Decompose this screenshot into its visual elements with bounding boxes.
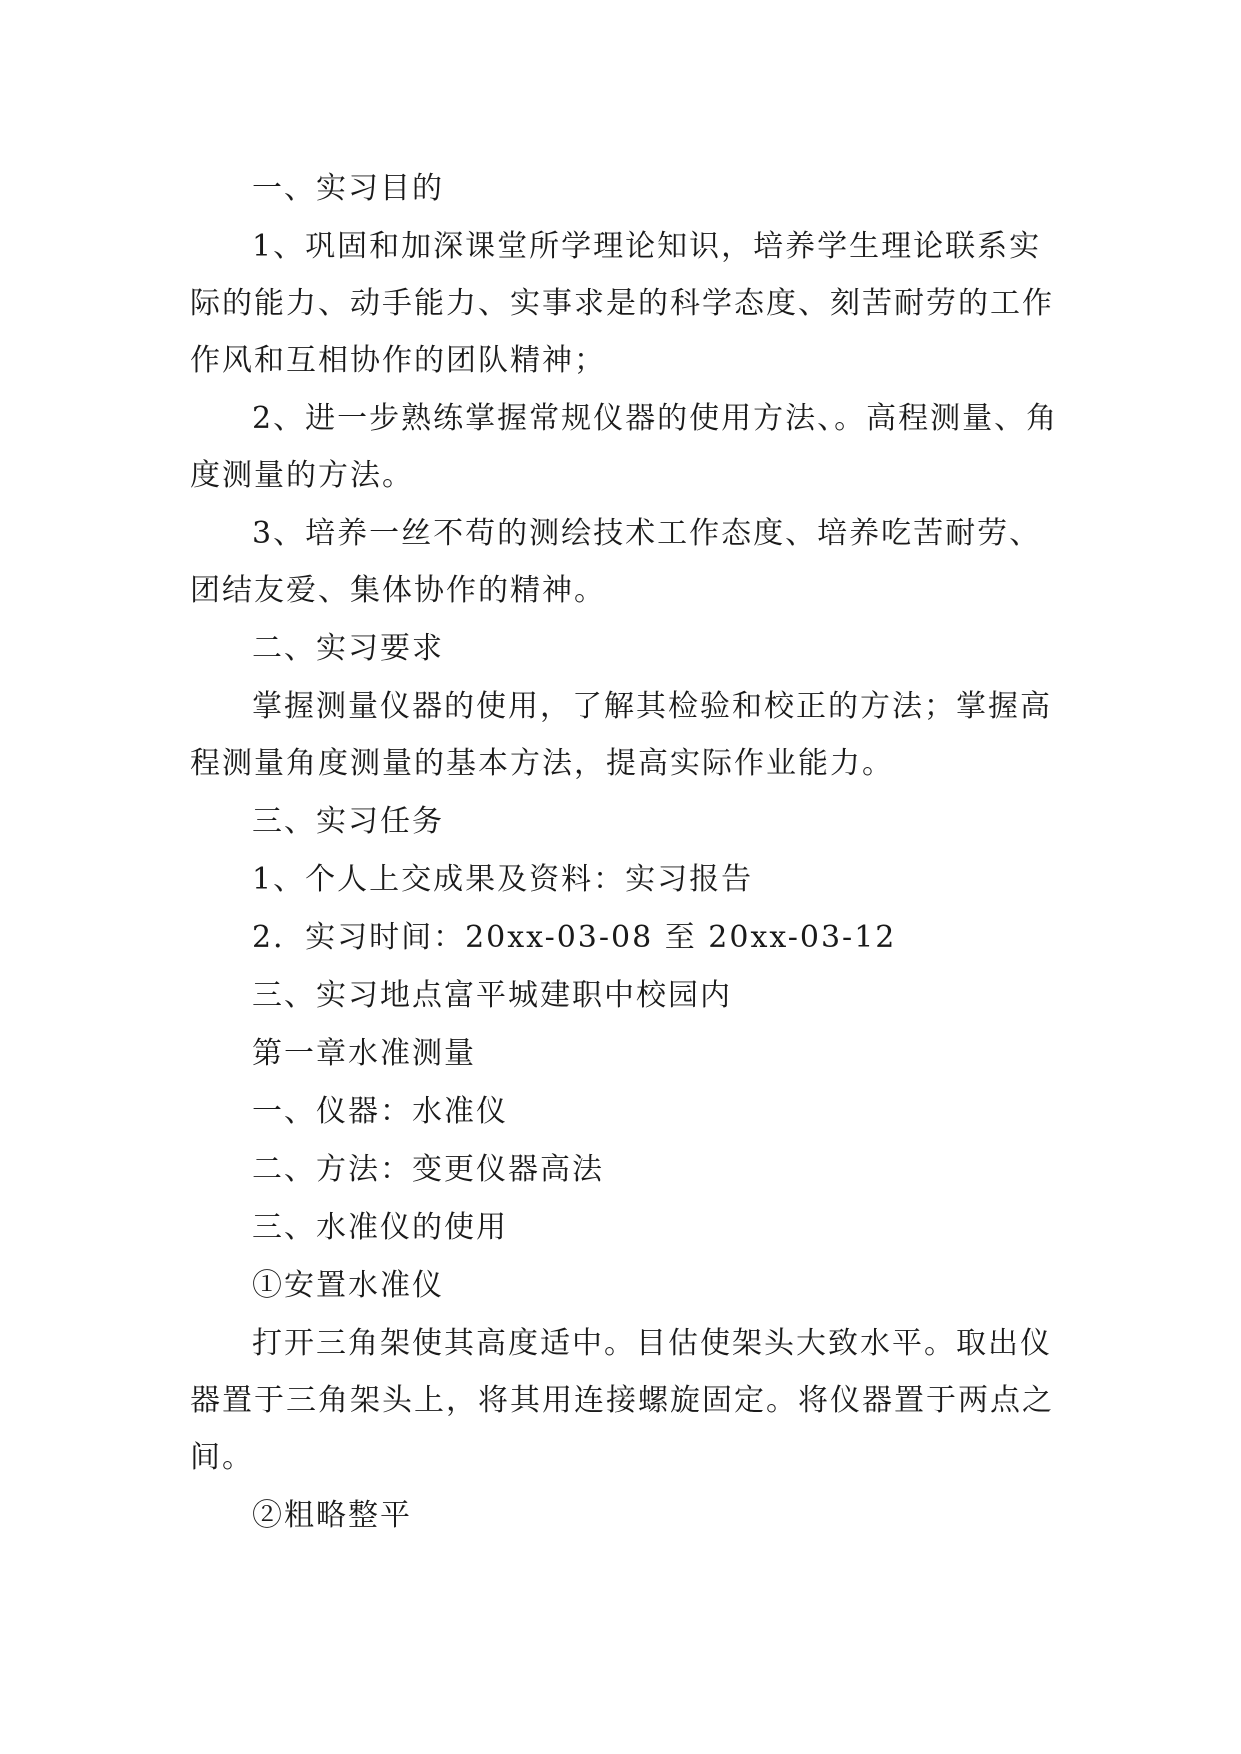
task-item-2: 2．实习时间：20xx-03-08 至 20xx-03-12 <box>252 920 897 955</box>
section-heading-location: 三、实习地点富平城建职中校园内 <box>252 978 732 1013</box>
section-heading-purpose: 一、实习目的 <box>252 171 444 206</box>
step-2-heading: ②粗略整平 <box>252 1498 412 1533</box>
purpose-item-1: 1、巩固和加深课堂所学理论知识，培养学生理论联系实际的能力、动手能力、实事求是的科学态度、刻苦耐劳的工作作风和互相协作的团队精神； <box>190 229 1054 378</box>
step-1-heading: ①安置水准仪 <box>252 1268 444 1303</box>
step-1-text: 打开三角架使其高度适中。目估使架头大致水平。取出仪器置于三角架头上，将其用连接螺旋固定。将仪器置于两点之间。 <box>190 1326 1054 1475</box>
task-item-1: 1、个人上交成果及资料：实习报告 <box>252 862 754 897</box>
instrument-line: 一、仪器：水准仪 <box>252 1094 508 1129</box>
usage-heading: 三、水准仪的使用 <box>252 1210 508 1245</box>
section-heading-tasks: 三、实习任务 <box>252 804 444 839</box>
purpose-item-2: 2、进一步熟练掌握常规仪器的使用方法、。高程测量、角度测量的方法。 <box>190 401 1059 493</box>
purpose-item-3: 3、培养一丝不苟的测绘技术工作态度、培养吃苦耐劳、团结友爱、集体协作的精神。 <box>190 516 1042 608</box>
document-body <box>190 160 1070 1545</box>
method-line: 二、方法：变更仪器高法 <box>252 1152 604 1187</box>
requirements-text: 掌握测量仪器的使用，了解其检验和校正的方法；掌握高程测量角度测量的基本方法，提高实际作业能力。 <box>190 689 1052 781</box>
section-heading-requirements: 二、实习要求 <box>252 631 444 666</box>
chapter-heading: 第一章水准测量 <box>252 1036 476 1071</box>
